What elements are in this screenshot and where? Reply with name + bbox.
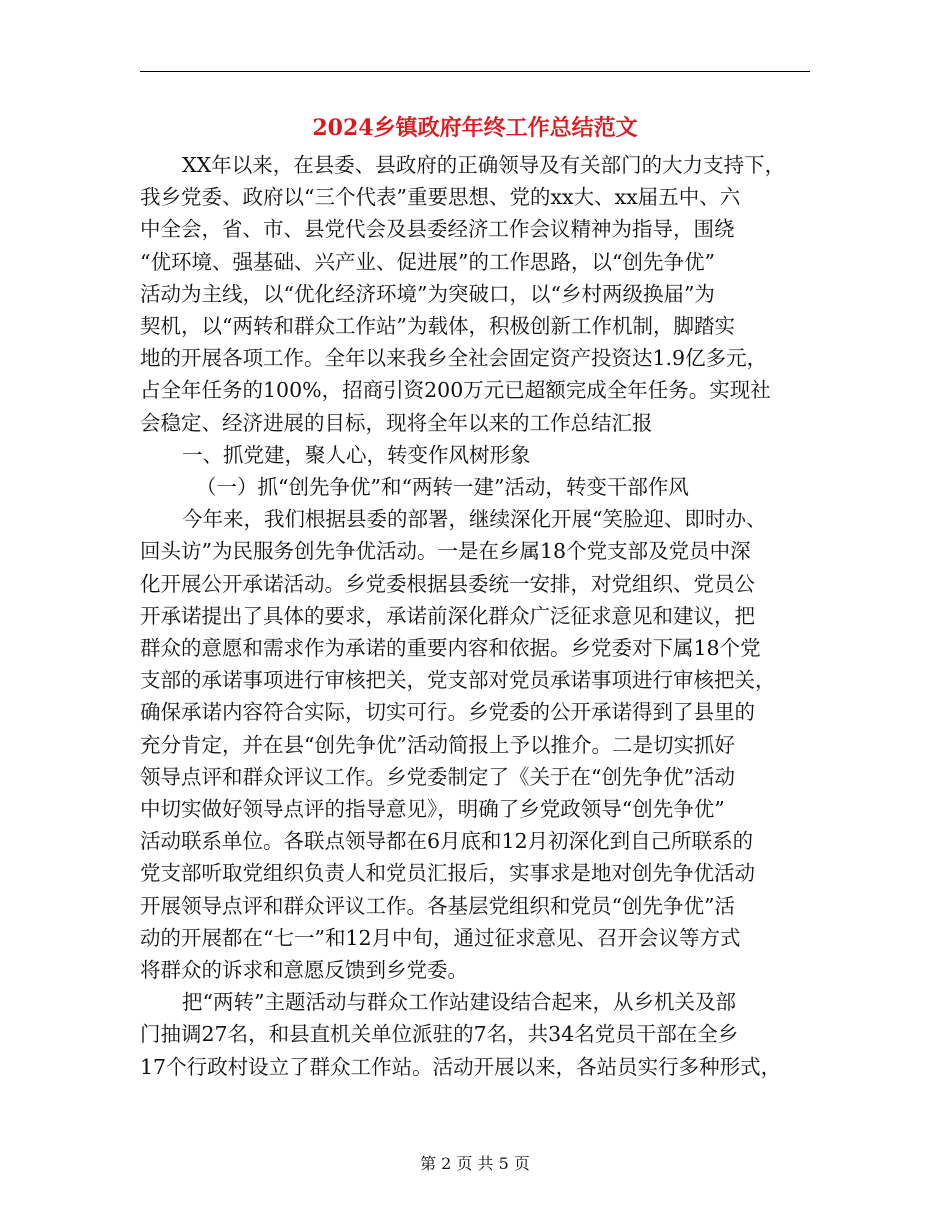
body-line: 回头访”为民服务创先争优活动。一是在乡属18个党支部及党员中深 xyxy=(140,539,751,564)
body-line: 门抽调27名，和县直机关单位派驻的7名，共34名党员干部在全乡 xyxy=(140,1022,739,1047)
header-rule xyxy=(140,71,810,72)
body-line: 会稳定、经济进展的目标，现将全年以来的工作总结汇报 xyxy=(140,410,653,435)
body-line: 领导点评和群众评议工作。乡党委制定了《关于在“创先争优”活动 xyxy=(140,764,735,789)
body-line: 活动联系单位。各联点领导都在6月底和12月初深化到自己所联系的 xyxy=(140,829,754,854)
body-line: 契机，以“两转和群众工作站”为载体，积极创新工作机制，脚踏实 xyxy=(140,314,735,338)
body-line: 开展领导点评和群众评议工作。各基层党组织和党员“创先争优”活 xyxy=(140,893,735,918)
body-line: 我乡党委、政府以“三个代表”重要思想、党的xx大、xx届五中、六 xyxy=(140,185,741,210)
body-line: 充分肯定，并在县“创先争优”活动简报上予以推介。二是切实抓好 xyxy=(140,732,735,757)
body-line: 把“两转”主题活动与群众工作站建设结合起来，从乡机关及部 xyxy=(182,990,736,1015)
page-number: 第 2 页 共 5 页 xyxy=(420,1154,530,1173)
subsection-heading: （一）抓“创先争优”和“两转一建”活动，转变干部作风 xyxy=(196,475,689,499)
body-line: 化开展公开承诺活动。乡党委根据县委统一安排，对党组织、党员公 xyxy=(140,571,755,596)
body-line: XX年以来，在县委、县政府的正确领导及有关部门的大力支持下， xyxy=(182,153,786,177)
body-line: 动的开展都在“七一”和12月中旬，通过征求意见、召开会议等方式 xyxy=(140,925,741,950)
body-line: 中全会，省、市、县党代会及县委经济工作会议精神为指导，围绕 xyxy=(140,217,735,242)
body-line: 占全年任务的100%，招商引资200万元已超额完成全年任务。实现社 xyxy=(140,378,771,403)
body-line: 支部的承诺事项进行审核把关，党支部对党员承诺事项进行审核把关， xyxy=(140,668,776,693)
body-line: 确保承诺内容符合实际，切实可行。乡党委的公开承诺得到了县里的 xyxy=(140,700,755,725)
body-line: “优环境、强基础、兴产业、促进展”的工作思路，以“创先争优” xyxy=(140,249,715,274)
section-heading: 一、抓党建，聚人心，转变作风树形象 xyxy=(182,442,531,467)
body-line: 将群众的诉求和意愿反馈到乡党委。 xyxy=(140,958,468,982)
body-line: 地的开展各项工作。全年以来我乡全社会固定资产投资达1.9亿多元， xyxy=(140,346,768,371)
body-line: 活动为主线，以“优化经济环境”为突破口，以“乡村两级换届”为 xyxy=(140,281,715,306)
body-line: 17个行政村设立了群众工作站。活动开展以来，各站员实行多种形式， xyxy=(140,1054,782,1079)
body-line: 中切实做好领导点评的指导意见》，明确了乡党政领导“创先争优” xyxy=(140,797,725,821)
body-line: 开承诺提出了具体的要求，承诺前深化群众广泛征求意见和建议，把 xyxy=(140,603,755,628)
body-line: 群众的意愿和需求作为承诺的重要内容和依据。乡党委对下属18个党 xyxy=(140,636,761,660)
body-line: 今年来，我们根据县委的部署，继续深化开展“笑脸迎、即时办、 xyxy=(182,507,767,532)
body-line: 党支部听取党组织负责人和党员汇报后，实事求是地对创先争优活动 xyxy=(140,861,755,886)
document-title: 2024乡镇政府年终工作总结范文 xyxy=(312,115,638,141)
